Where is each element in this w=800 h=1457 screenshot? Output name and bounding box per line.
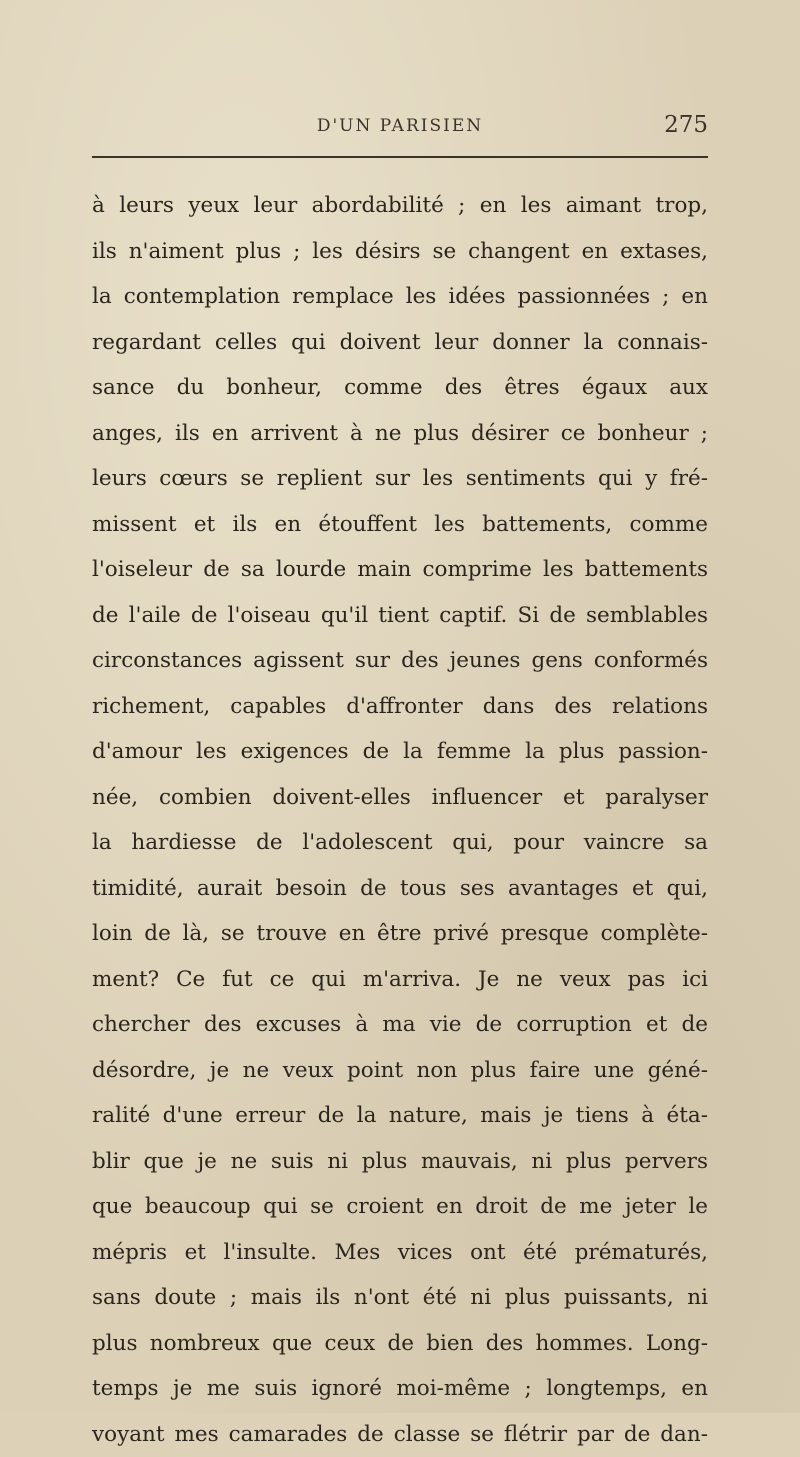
text-line: leurs cœurs se replient sur les sentiments qui y fré- [92, 456, 708, 502]
text-line: loin de là, se trouve en être privé presque complète- [92, 911, 708, 957]
text-line: missent et ils en étouffent les battements, comme [92, 502, 708, 548]
body-text [92, 183, 708, 1457]
text-line: ralité d'une erreur de la nature, mais je tiens à éta- [92, 1093, 708, 1139]
text-line: circonstances agissent sur des jeunes gens conformés [92, 638, 708, 684]
page-number: 275 [664, 112, 708, 138]
text-line: sance du bonheur, comme des êtres égaux aux [92, 365, 708, 411]
text-line: plus nombreux que ceux de bien des hommes. Long- [92, 1321, 708, 1367]
text-line: ment? Ce fut ce qui m'arriva. Je ne veux pas ici [92, 957, 708, 1003]
text-line: blir que je ne suis ni plus mauvais, ni plus pervers [92, 1139, 708, 1185]
text-line: richement, capables d'affronter dans des relations [92, 684, 708, 730]
text-line: anges, ils en arrivent à ne plus désirer ce bonheur ; [92, 411, 708, 457]
text-line: la contemplation remplace les idées passionnées ; en [92, 274, 708, 320]
text-line: que beaucoup qui se croient en droit de me jeter le [92, 1184, 708, 1230]
text-line: voyant mes camarades de classe se flétrir par de dan- [92, 1412, 708, 1457]
text-line: née, combien doivent-elles influencer et paralyser [92, 775, 708, 821]
text-line: ils n'aiment plus ; les désirs se changent en extases, [92, 229, 708, 275]
page-header [92, 112, 708, 146]
header-rule [92, 156, 708, 158]
text-line: timidité, aurait besoin de tous ses avantages et qui, [92, 866, 708, 912]
text-line: la hardiesse de l'adolescent qui, pour vaincre sa [92, 820, 708, 866]
text-line: temps je me suis ignoré moi-même ; longtemps, en [92, 1366, 708, 1412]
text-line: regardant celles qui doivent leur donner la connais- [92, 320, 708, 366]
text-line: chercher des excuses à ma vie de corruption et de [92, 1002, 708, 1048]
text-line: de l'aile de l'oiseau qu'il tient captif. Si de semblables [92, 593, 708, 639]
text-line: sans doute ; mais ils n'ont été ni plus puissants, ni [92, 1275, 708, 1321]
text-line: l'oiseleur de sa lourde main comprime les battements [92, 547, 708, 593]
text-line: désordre, je ne veux point non plus faire une géné- [92, 1048, 708, 1094]
running-title: D'UN PARISIEN [92, 116, 708, 136]
text-line: mépris et l'insulte. Mes vices ont été prématurés, [92, 1230, 708, 1276]
text-line: d'amour les exigences de la femme la plus passion- [92, 729, 708, 775]
text-line: à leurs yeux leur abordabilité ; en les aimant trop, [92, 183, 708, 229]
